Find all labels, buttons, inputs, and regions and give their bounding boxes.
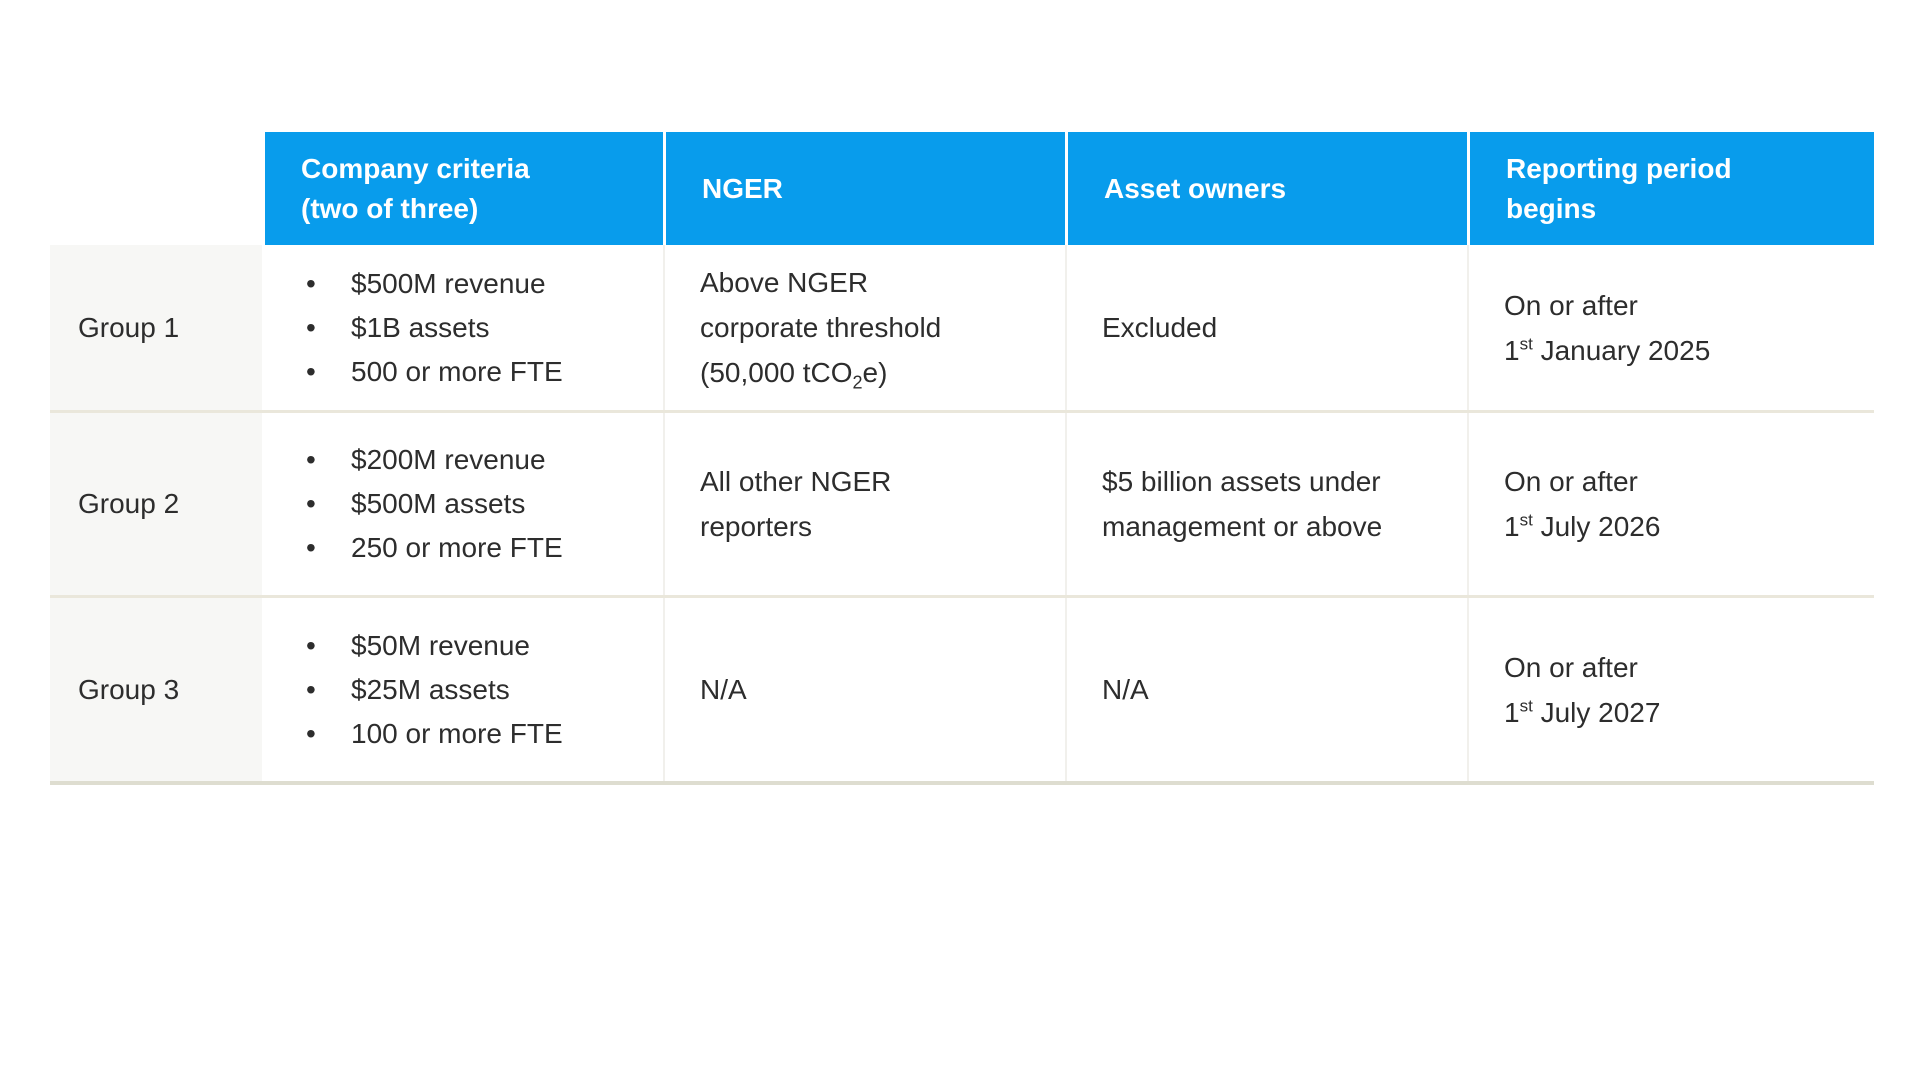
table-row-group-1 [50, 245, 1874, 410]
date-rest: January 2025 [1532, 334, 1711, 366]
reporting-groups-table [50, 132, 1874, 785]
group-3-asset-owners-cell [1065, 598, 1467, 781]
header-reporting-period [1467, 132, 1874, 245]
nger-text-line: Above NGER [700, 267, 869, 298]
header-company-criteria-line2: (two of three) [301, 192, 479, 224]
reporting-period-date [1504, 504, 1849, 549]
group-1-criteria-list [265, 262, 653, 394]
date-ordinal: st [1519, 510, 1533, 530]
reporting-period-line1: On or after [1504, 289, 1638, 321]
nger-text-line: reporters [700, 511, 813, 542]
nger-text-line: corporate threshold [700, 312, 942, 343]
group-1-asset-owners-cell [1065, 245, 1467, 410]
date-day: 1 [1504, 511, 1520, 542]
date-rest: July 2026 [1532, 511, 1661, 542]
date-day: 1 [1504, 334, 1520, 366]
date-rest: July 2027 [1532, 696, 1661, 728]
header-nger-label: NGER [702, 172, 783, 204]
date-ordinal: st [1519, 334, 1533, 354]
header-reporting-period-line2: begins [1506, 192, 1597, 224]
header-company-criteria [265, 132, 663, 245]
reporting-period-date [1504, 690, 1849, 735]
group-3-criteria-cell [265, 598, 663, 781]
group-2-label-cell [50, 413, 262, 595]
nger-threshold-post: e) [862, 357, 888, 388]
header-asset-owners-label: Asset owners [1104, 172, 1287, 204]
list-item: • $25M assets [265, 668, 653, 712]
asset-owners-text-line: Excluded [1102, 312, 1218, 343]
group-1-criteria-cell [265, 245, 663, 410]
header-asset-owners [1065, 132, 1467, 245]
nger-threshold-pre: (50,000 tCO [700, 357, 853, 388]
group-3-reporting-period-cell [1467, 598, 1874, 781]
group-2-reporting-period-cell [1467, 413, 1874, 595]
header-spacer-cell [50, 132, 262, 245]
nger-text-line: N/A [700, 674, 747, 705]
reporting-period-date [1504, 328, 1849, 373]
group-1-reporting-period-cell [1467, 245, 1874, 410]
table-header-row [50, 132, 1874, 245]
header-company-criteria-line1: Company criteria [301, 152, 530, 184]
date-ordinal: st [1519, 696, 1533, 716]
nger-threshold-line [700, 350, 1040, 395]
group-2-label: Group 2 [78, 488, 180, 519]
asset-owners-text-line: $5 billion assets under [1102, 466, 1381, 497]
list-item: • 250 or more FTE [265, 526, 653, 570]
list-item: • 100 or more FTE [265, 712, 653, 756]
list-item: • $50M revenue [265, 624, 653, 668]
group-3-label: Group 3 [78, 673, 180, 705]
group-3-nger-cell [663, 598, 1065, 781]
table-row-group-3 [50, 595, 1874, 781]
group-1-label-cell [50, 245, 262, 410]
header-nger [663, 132, 1065, 245]
table-row-group-2 [50, 410, 1874, 595]
group-2-asset-owners-cell [1065, 413, 1467, 595]
nger-text-line: All other NGER [700, 466, 892, 497]
group-2-criteria-list [265, 438, 653, 570]
nger-threshold-sub: 2 [852, 372, 863, 393]
group-3-criteria-list [265, 624, 653, 756]
list-item: • $200M revenue [265, 438, 653, 482]
group-2-criteria-cell [265, 413, 663, 595]
reporting-period-line1: On or after [1504, 466, 1638, 497]
group-3-label-cell [50, 598, 262, 781]
group-2-nger-cell [663, 413, 1065, 595]
reporting-period-line1: On or after [1504, 651, 1638, 683]
header-reporting-period-line1: Reporting period [1506, 152, 1732, 184]
asset-owners-text-line: management or above [1102, 511, 1383, 542]
list-item: • $500M revenue [265, 262, 653, 306]
asset-owners-text-line: N/A [1102, 674, 1149, 705]
group-1-label: Group 1 [78, 311, 180, 343]
date-day: 1 [1504, 696, 1520, 728]
group-1-nger-cell [663, 245, 1065, 410]
list-item: • $1B assets [265, 306, 653, 350]
list-item: • 500 or more FTE [265, 350, 653, 394]
list-item: • $500M assets [265, 482, 653, 526]
